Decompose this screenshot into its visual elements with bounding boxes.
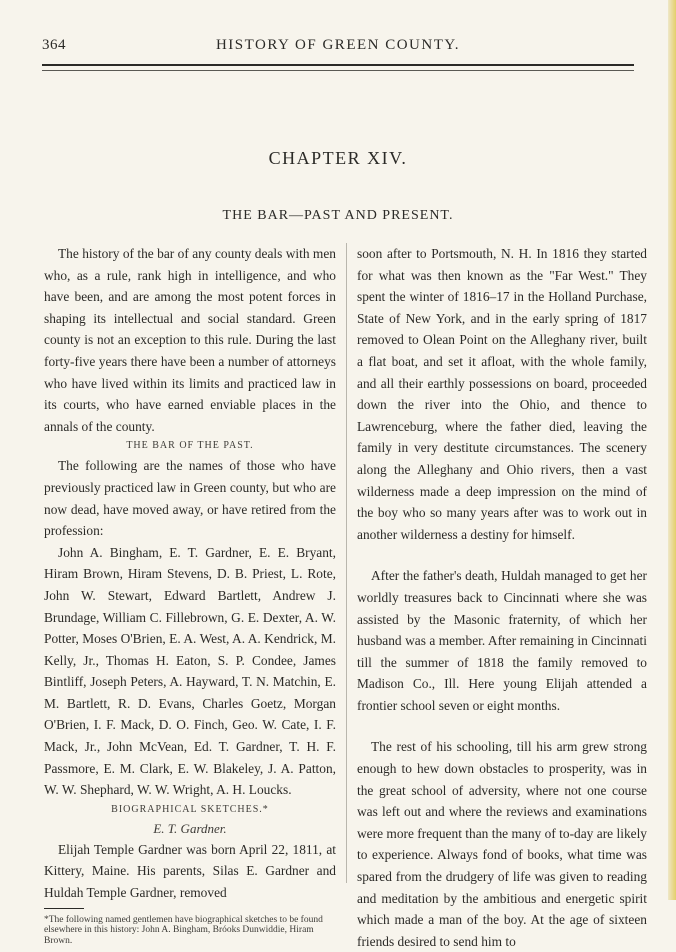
paragraph-intro: The history of the bar of any county deals with men who, as a rule, rank high in intelligence, and who have been, and are among the most potent forces in shaping its intellectual and social standard. Green county is not an exception to this rule. During the last forty-five years there have been a number of attorneys who have lived within its limits and practiced law in its courts, who have earned enviable places in the annals of the county.: [44, 246, 336, 434]
paragraph-gap: [357, 545, 647, 565]
chapter-title: CHAPTER XIV.: [268, 148, 408, 168]
paragraph-cincinnati: After the father's death, Huldah managed to get her worldly treasures back to Cincinnati where she was assisted by the Masonic fraternity, of which her husband was a member. After remaining in Cincinnati till the summer of 1818 the family removed to Madison Co., Ill. Here young Elijah attended a frontier school seven or eight months.: [357, 568, 647, 713]
subhead-bar-of-the-past: THE BAR OF THE PAST.: [126, 440, 254, 452]
right-column: [357, 243, 647, 952]
footnote-rule: [44, 908, 84, 909]
paragraph-attorney-names: John A. Bingham, E. T. Gardner, E. E. Bryant, Hiram Brown, Hiram Stevens, D. B. Priest, L. Rote, John W. Stewart, Edward Bartlett, Andrew J. Brundage, William C. Fillebrown, G. E. Dexter, A. W. Potter, Moses O'Brien, E. A. West, A. A. Kendrick, M. Kelly, Jr., Thomas H. Eaton, S. P. Condee, James Bintliff, Joseph Peters, A. Hayward, T. N. Matchin, E. M. Bartlett, R. D. Evans, Charles Goetz, Morgan O'Brien, I. F. Mack, D. O. Finch, Geo. W. Cate, I. F. Mack, Jr., John McVean, Ed. T. Gardner, T. H. F. Passmore, E. M. Clark, E. W. Blakeley, J. A. Patton, W. W. Shephard, W. W. Wright, A. H. Loucks.: [44, 544, 336, 798]
page-edge: [668, 0, 676, 900]
subhead-biographical-sketches: BIOGRAPHICAL SKETCHES.*: [111, 803, 269, 815]
footnote: *The following named gentlemen have biographical sketches to be found elsewhere in this history: John A. Bingham, Bróoks Dunwiddie, Hiram Brown.: [44, 914, 323, 946]
column-divider: [346, 243, 347, 883]
paragraph-far-west: soon after to Portsmouth, N. H. In 1816 they started for what was then known as the "Far West." They spent the winter of 1816–17 in the Holland Purchase, State of New York, and in the early spring of 1817 removed to Olean Point on the Alleghany river, built a flat boat, and set it afloat, with the whole family, and all their earthly possessions on board, proceeded down the river into the Ohio, and thence to Lawrenceburg, where the father died, leaving the family in very destitute circumstances. The scenery along the Alleghany and Ohio rivers, then a vast wilderness made a deep impression on the mind of the boy who so many years after was to work out in another wilderness a destiny for himself.: [357, 246, 647, 542]
paragraph-former-attorneys: The following are the names of those who have previously practiced law in Green county, but who are now dead, have moved away, or have retired from the profession:: [44, 458, 336, 539]
page-number: 364: [42, 37, 66, 53]
running-head: HISTORY OF GREEN COUNTY.: [215, 37, 461, 53]
page-header: [42, 37, 634, 59]
section-title: THE BAR—PAST AND PRESENT.: [222, 208, 454, 223]
paragraph-schooling: The rest of his schooling, till his arm grew strong enough to hew down obstacles to prosperity, was in the great school of adversity, where not one course was left out and where the reviews and examinations were more frequent than the many of to-day are likely to experience. Always fond of books, what time was spared from the drudgery of life was given to reading and meditation by the ambitious and energetic spirit which made a man of the boy. At the age of sixteen friends desired to send him to: [357, 739, 647, 949]
paragraph-gardner-birth: Elijah Temple Gardner was born April 22, 1811, at Kittery, Maine. His parents, Silas E. Gardner and Huldah Temple Gardner, removed: [44, 841, 336, 901]
header-rule-thick: [42, 64, 634, 66]
left-column: [44, 243, 336, 946]
paragraph-gap: [357, 716, 647, 736]
subhead-person-name: E. T. Gardner.: [153, 820, 227, 836]
header-rule-thin: [42, 70, 634, 71]
